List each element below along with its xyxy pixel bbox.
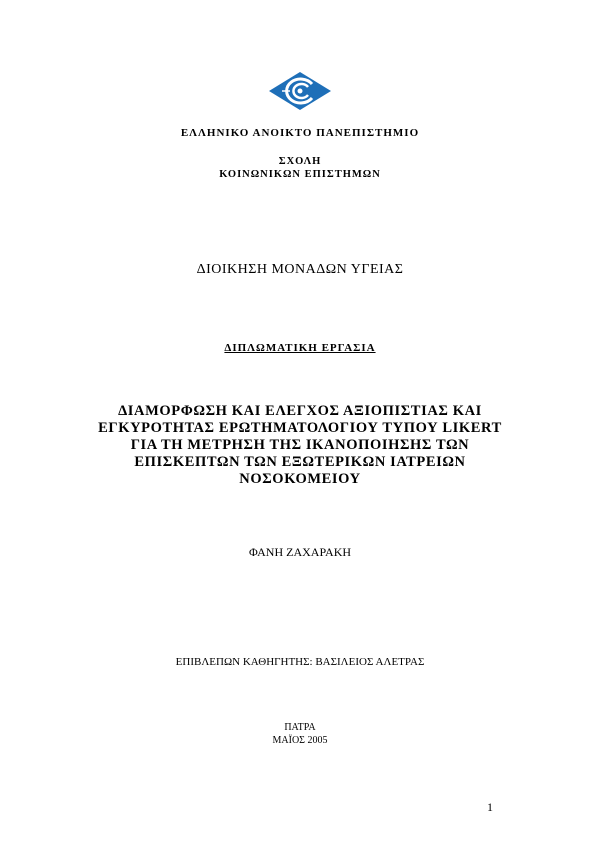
university-logo-icon [268,71,332,111]
place: ΠΑΤΡΑ [284,722,316,733]
thesis-title-line: ΕΠΙΣΚΕΠΤΩΝ ΤΩΝ ΕΞΩΤΕΡΙΚΩΝ ΙΑΤΡΕΙΩΝ [134,454,466,470]
program-name: ΔΙΟΙΚΗΣΗ ΜΟΝΑΔΩΝ ΥΓΕΙΑΣ [196,262,404,277]
author-name: ΦΑΝΗ ΖΑΧΑΡΑΚΗ [248,545,352,559]
date: ΜΑΪΟΣ 2005 [272,735,328,746]
school-label: ΣΧΟΛΗ [278,156,322,167]
thesis-label: ΔΙΠΛΩΜΑΤΙΚΗ ΕΡΓΑΣΙΑ [224,342,376,354]
thesis-title-line: ΝΟΣΟΚΟΜΕΙΟΥ [239,471,361,487]
school-name: ΚΟΙΝΩΝΙΚΩΝ ΕΠΙΣΤΗΜΩΝ [219,169,381,180]
thesis-title-line: ΕΓΚΥΡΟΤΗΤΑΣ ΕΡΩΤΗΜΑΤΟΛΟΓΙΟΥ ΤΥΠΟΥ LIKERT [98,420,502,436]
thesis-title-line: ΓΙΑ ΤΗ ΜΕΤΡΗΣΗ ΤΗΣ ΙΚΑΝΟΠΟΙΗΣΗΣ ΤΩΝ [130,437,470,453]
thesis-title-line: ΔΙΑΜΟΡΦΩΣΗ ΚΑΙ ΕΛΕΓΧΟΣ ΑΞΙΟΠΙΣΤΙΑΣ ΚΑΙ [118,403,482,419]
university-name: ΕΛΛΗΝΙΚΟ ΑΝΟΙΚΤΟ ΠΑΝΕΠΙΣΤΗΜΙΟ [180,127,420,139]
page-number: 1 [487,800,493,814]
supervisor-line: ΕΠΙΒΛΕΠΩΝ ΚΑΘΗΓΗΤΗΣ: ΒΑΣΙΛΕΙΟΣ ΑΛΕΤΡΑΣ [175,656,425,668]
